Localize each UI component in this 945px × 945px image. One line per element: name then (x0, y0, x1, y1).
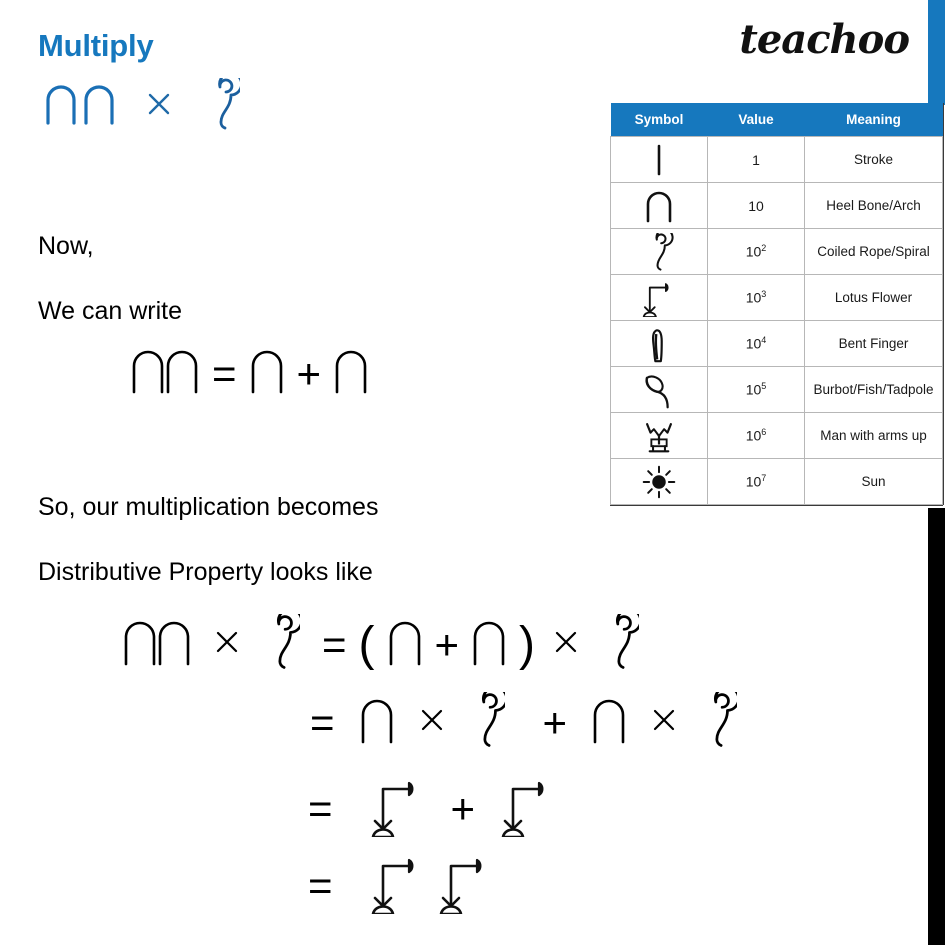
column-header-meaning: Meaning (805, 103, 943, 137)
sun-icon (615, 463, 703, 501)
cell-meaning: Sun (805, 459, 943, 505)
table-row (611, 413, 943, 459)
coiled-rope-icon (264, 614, 300, 675)
plus-sign: + (296, 349, 322, 397)
arch-icon (471, 618, 507, 671)
lotus-flower-icon (437, 852, 495, 919)
page-title: Multiply (38, 28, 154, 63)
table-row (611, 183, 943, 229)
prose-we-can-write: We can write (38, 297, 183, 325)
cell-value: 10 (708, 183, 805, 229)
cell-symbol-man-arms-up (611, 413, 708, 459)
cell-meaning: Lotus Flower (805, 275, 943, 321)
coiled-rope-icon (206, 78, 240, 135)
arch-icon (387, 618, 423, 671)
cell-symbol-tadpole (611, 367, 708, 413)
table-row (611, 137, 943, 183)
cell-value: $10^4$ (708, 321, 805, 367)
equation-line-3 (308, 775, 557, 842)
teachoo-logo: teachoo (739, 16, 909, 63)
cell-meaning: Stroke (805, 137, 943, 183)
prose-distributive-property: Distributive Property looks like (38, 558, 373, 586)
cell-symbol-sun (611, 459, 708, 505)
coiled-rope-icon (701, 692, 737, 753)
arch-icon (44, 83, 78, 130)
equation-line-2 (310, 692, 737, 753)
paren-close: ) (519, 617, 536, 671)
plus-sign: + (542, 698, 568, 746)
man-arms-up-icon (615, 417, 703, 455)
equation-line-4 (308, 852, 495, 919)
cell-value: $10^5$ (708, 367, 805, 413)
arch-icon (164, 348, 200, 399)
arch-icon (591, 696, 627, 749)
equals-sign: = (322, 620, 347, 668)
table-header-row (611, 103, 943, 137)
cell-value: $10^3$ (708, 275, 805, 321)
cell-meaning: Burbot/Fish/Tadpole (805, 367, 943, 413)
coiled-rope-icon (469, 692, 505, 753)
plus-sign: + (450, 784, 476, 832)
lotus-flower-icon (499, 775, 557, 842)
arch-icon (249, 348, 285, 399)
cell-symbol-lotus-flower (611, 275, 708, 321)
lotus-flower-icon (369, 775, 427, 842)
table-row (611, 229, 943, 275)
cell-value: $10^2$ (708, 229, 805, 275)
coiled-rope-icon (603, 614, 639, 675)
times-icon (651, 707, 677, 738)
coiled-rope-icon (615, 233, 703, 271)
hieroglyph-value-table (610, 103, 943, 505)
arch-icon (122, 618, 158, 671)
times-icon (419, 707, 445, 738)
prose-multiplication-becomes: So, our multiplication becomes (38, 493, 379, 521)
hero-expression (44, 78, 240, 135)
bent-finger-icon (615, 325, 703, 363)
cell-meaning: Coiled Rope/Spiral (805, 229, 943, 275)
arch-icon (615, 187, 703, 225)
arch-icon (359, 696, 395, 749)
cell-value: $10^7$ (708, 459, 805, 505)
cell-symbol-stroke (611, 137, 708, 183)
column-header-symbol: Symbol (611, 103, 708, 137)
cell-symbol-coiled-rope (611, 229, 708, 275)
paren-open: ( (358, 617, 375, 671)
plus-sign: + (434, 620, 460, 668)
stroke-icon (615, 141, 703, 179)
arch-icon (156, 618, 192, 671)
table-row (611, 367, 943, 413)
tadpole-icon (615, 371, 703, 409)
lotus-flower-icon (369, 852, 427, 919)
arch-icon (333, 348, 369, 399)
column-header-value: Value (708, 103, 805, 137)
equation-line-1 (122, 614, 639, 675)
cell-value: 1 (708, 137, 805, 183)
equals-sign: = (308, 784, 333, 832)
cell-meaning: Heel Bone/Arch (805, 183, 943, 229)
times-icon (146, 91, 172, 122)
lotus-flower-icon (615, 279, 703, 317)
equals-sign: = (212, 349, 237, 397)
arch-icon (130, 348, 166, 399)
black-accent-bar-right (928, 508, 945, 945)
prose-now: Now, (38, 232, 94, 260)
cell-meaning: Bent Finger (805, 321, 943, 367)
arch-icon (82, 83, 116, 130)
table-row (611, 275, 943, 321)
equals-sign: = (308, 861, 333, 909)
times-icon (214, 629, 240, 660)
cell-symbol-arch (611, 183, 708, 229)
blue-accent-bar-right (928, 0, 945, 105)
table-row (611, 459, 943, 505)
table-row (611, 321, 943, 367)
equation-sum-decomposition (130, 348, 369, 399)
cell-meaning: Man with arms up (805, 413, 943, 459)
cell-value: $10^6$ (708, 413, 805, 459)
equals-sign: = (310, 698, 335, 746)
cell-symbol-bent-finger (611, 321, 708, 367)
times-icon (553, 629, 579, 660)
